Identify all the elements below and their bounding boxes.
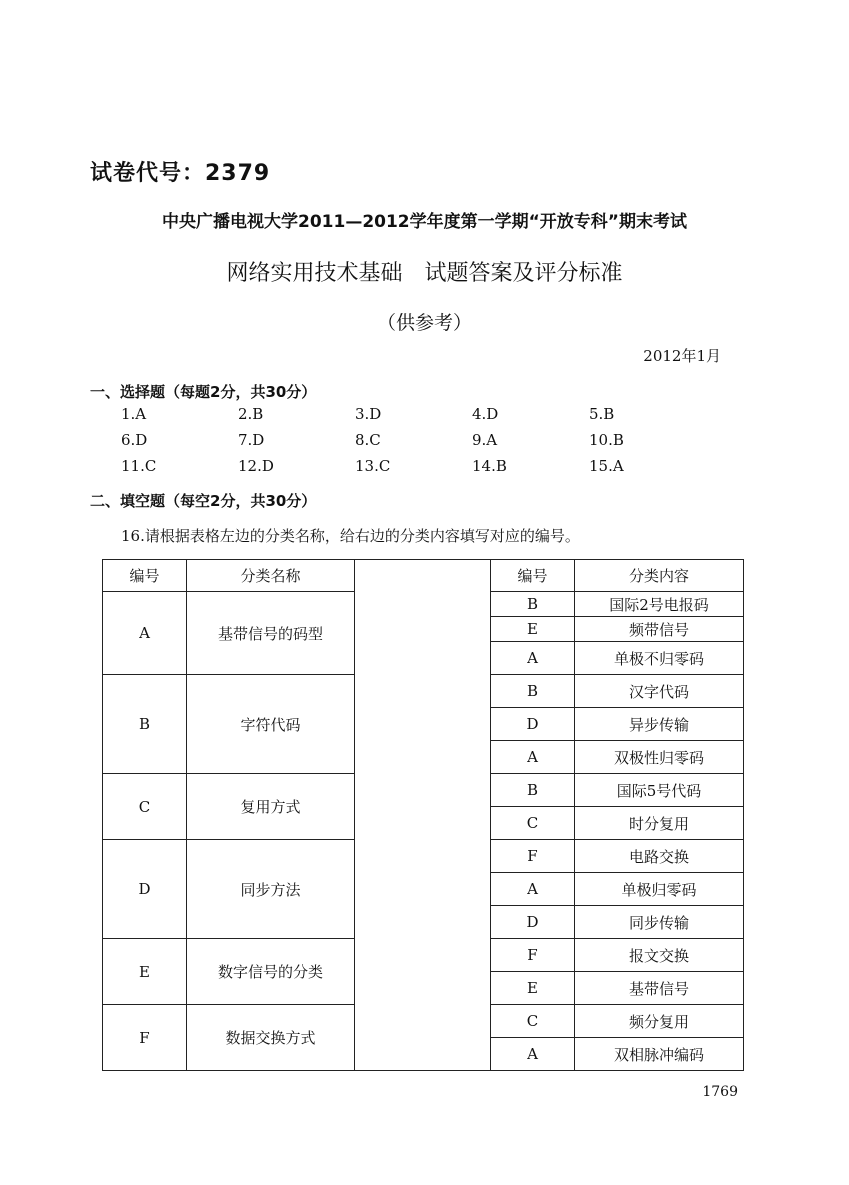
item-content: 国际5号代码	[575, 774, 744, 807]
answer-item: 3.D	[355, 405, 382, 423]
answer-item: 12.D	[238, 457, 274, 475]
category-name: 复用方式	[187, 774, 355, 840]
question-16: 16.请根据表格左边的分类名称，给右边的分类内容填写对应的编号。	[121, 527, 580, 545]
answer-item: 8.C	[355, 431, 381, 449]
category-name: 字符代码	[187, 675, 355, 774]
category-code: C	[103, 774, 187, 840]
answer-item: 2.B	[238, 405, 264, 423]
item-content: 时分复用	[575, 807, 744, 840]
item-code: F	[491, 840, 575, 873]
item-content: 异步传输	[575, 708, 744, 741]
answer-item: 5.B	[589, 405, 615, 423]
category-name: 同步方法	[187, 840, 355, 939]
item-content: 单极归零码	[575, 873, 744, 906]
item-code: C	[491, 1005, 575, 1038]
table-gap-column	[355, 560, 491, 1071]
answer-item: 6.D	[121, 431, 148, 449]
section-fill-in-title: 二、填空题（每空2分，共30分）	[90, 492, 317, 510]
item-content: 双极性归零码	[575, 741, 744, 774]
item-content: 基带信号	[575, 972, 744, 1005]
category-name: 数字信号的分类	[187, 939, 355, 1005]
item-content: 国际2号电报码	[575, 592, 744, 617]
item-code: C	[491, 807, 575, 840]
classification-table	[102, 559, 744, 1071]
answer-item: 1.A	[121, 405, 147, 423]
item-code: B	[491, 675, 575, 708]
category-code: F	[103, 1005, 187, 1071]
exam-title: 中央广播电视大学2011—2012学年度第一学期“开放专科”期末考试	[162, 212, 687, 232]
category-name: 数据交换方式	[187, 1005, 355, 1071]
item-content: 频分复用	[575, 1005, 744, 1038]
category-code: E	[103, 939, 187, 1005]
item-code: A	[491, 1038, 575, 1071]
item-content: 双相脉冲编码	[575, 1038, 744, 1071]
item-content: 同步传输	[575, 906, 744, 939]
section-multiple-choice-title: 一、选择题（每题2分，共30分）	[90, 383, 317, 401]
header-right-code: 编号	[491, 560, 575, 592]
category-code: D	[103, 840, 187, 939]
answer-item: 13.C	[355, 457, 391, 475]
header-left-name: 分类名称	[187, 560, 355, 592]
item-content: 单极不归零码	[575, 642, 744, 675]
category-name: 基带信号的码型	[187, 592, 355, 675]
item-code: A	[491, 873, 575, 906]
item-content: 电路交换	[575, 840, 744, 873]
answer-item: 9.A	[472, 431, 498, 449]
header-left-code: 编号	[103, 560, 187, 592]
category-code: A	[103, 592, 187, 675]
item-content: 频带信号	[575, 617, 744, 642]
reference-note: （供参考）	[376, 312, 472, 334]
item-code: D	[491, 906, 575, 939]
answer-key-title: 网络实用技术基础 试题答案及评分标准	[226, 261, 623, 286]
item-code: E	[491, 972, 575, 1005]
item-code: B	[491, 774, 575, 807]
answer-item: 15.A	[589, 457, 624, 475]
answer-item: 14.B	[472, 457, 507, 475]
item-code: A	[491, 642, 575, 675]
answer-item: 4.D	[472, 405, 499, 423]
item-code: B	[491, 592, 575, 617]
page-number: 1769	[702, 1084, 738, 1100]
header-right-content: 分类内容	[575, 560, 744, 592]
exam-date: 2012年1月	[643, 347, 721, 365]
item-content: 汉字代码	[575, 675, 744, 708]
item-code: A	[491, 741, 575, 774]
answer-item: 10.B	[589, 431, 624, 449]
category-code: B	[103, 675, 187, 774]
paper-code: 试卷代号：2379	[90, 161, 271, 186]
item-content: 报文交换	[575, 939, 744, 972]
item-code: F	[491, 939, 575, 972]
item-code: E	[491, 617, 575, 642]
answer-item: 11.C	[121, 457, 157, 475]
item-code: D	[491, 708, 575, 741]
answer-item: 7.D	[238, 431, 265, 449]
